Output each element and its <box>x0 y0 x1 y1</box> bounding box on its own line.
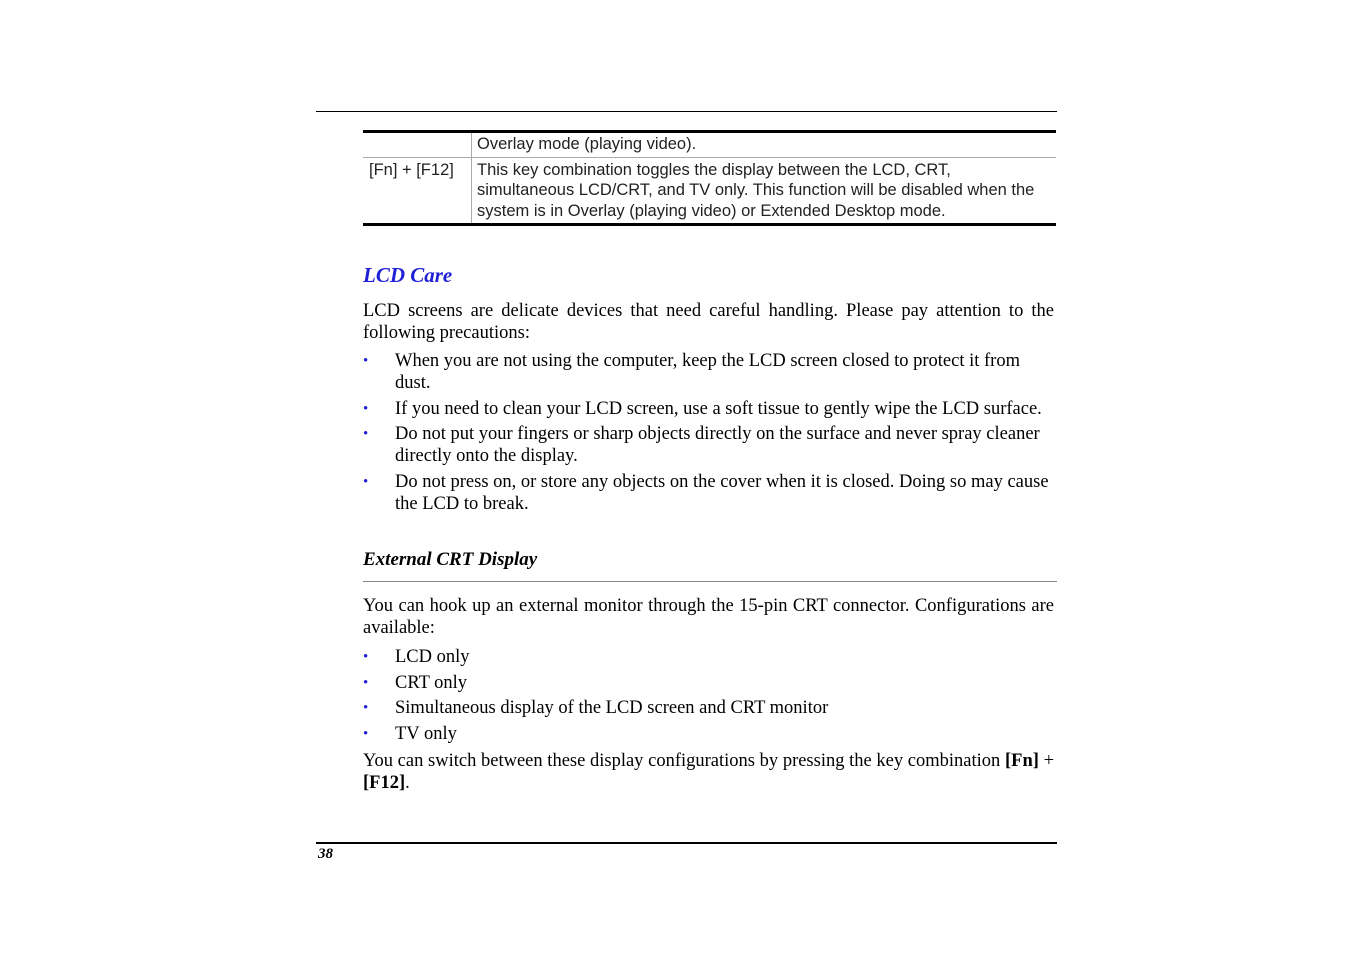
list-item-text: When you are not using the computer, keep the LCD screen closed to protect it from dust. <box>395 351 1020 393</box>
list-item <box>363 423 1054 467</box>
list-item-text: CRT only <box>395 672 468 693</box>
table-key-cell: [Fn] + [F12] <box>363 158 472 224</box>
list-item <box>363 697 1054 719</box>
list-item-text: TV only <box>395 723 457 744</box>
f12-key: [F12] <box>363 773 406 793</box>
bullet-icon: • <box>363 401 369 417</box>
table-key-cell <box>363 133 472 157</box>
table-row <box>363 157 1056 224</box>
display-config-list <box>363 646 1054 748</box>
section-rule <box>363 581 1057 582</box>
external-crt-intro: You can hook up an external monitor through the 15-pin CRT connector. Configurations are available: <box>363 596 1054 638</box>
bullet-icon: • <box>363 426 369 442</box>
list-item <box>363 471 1054 515</box>
list-item-text: Simultaneous display of the LCD screen and CRT monitor <box>395 698 829 718</box>
lcd-care-intro: LCD screens are delicate devices that need careful handling. Please pay attention to the following precautions: <box>363 301 1054 343</box>
list-item-text: Do not press on, or store any objects on the cover when it is closed. Doing so may cause the LCD to break. <box>395 472 1049 514</box>
bullet-icon: • <box>363 649 369 665</box>
list-item <box>363 398 1054 420</box>
bullet-icon: • <box>363 474 369 490</box>
bullet-icon: • <box>363 353 369 369</box>
list-item <box>363 350 1054 394</box>
closing-text: You can switch between these display configurations by pressing the key combination <box>363 751 1001 771</box>
table-description-cell: This key combination toggles the display between the LCD, CRT, simultaneous LCD/CRT, and TV only. This function will be disabled when the system is in Overlay (playing video) or Extended Desktop mode. <box>477 160 1035 220</box>
lcd-care-heading: LCD Care <box>363 263 453 287</box>
header-rule <box>316 111 1057 112</box>
fn-key: [Fn] <box>1004 751 1039 771</box>
bullet-icon: • <box>363 725 369 742</box>
bullet-icon: • <box>363 674 369 691</box>
page-number: 38 <box>318 846 333 862</box>
table-row <box>363 133 1056 157</box>
list-item-text: If you need to clean your LCD screen, use a soft tissue to gently wipe the LCD surface. <box>395 399 1042 419</box>
list-item <box>363 646 1054 668</box>
closing-period: . <box>405 773 410 793</box>
plus-sign: + <box>1038 751 1055 771</box>
footer-rule <box>316 842 1057 844</box>
list-item <box>363 672 1054 694</box>
list-item-text: LCD only <box>395 647 470 667</box>
lcd-care-list <box>363 350 1054 519</box>
external-crt-closing <box>363 750 1054 794</box>
table-description-cell: Overlay mode (playing video). <box>477 135 697 153</box>
list-item <box>363 723 1054 745</box>
list-item-text: Do not put your fingers or sharp objects directly on the surface and never spray cleaner directly onto the display. <box>395 424 1040 466</box>
key-combination-table <box>363 130 1056 226</box>
bullet-icon: • <box>363 700 369 716</box>
external-crt-heading: External CRT Display <box>363 549 538 570</box>
